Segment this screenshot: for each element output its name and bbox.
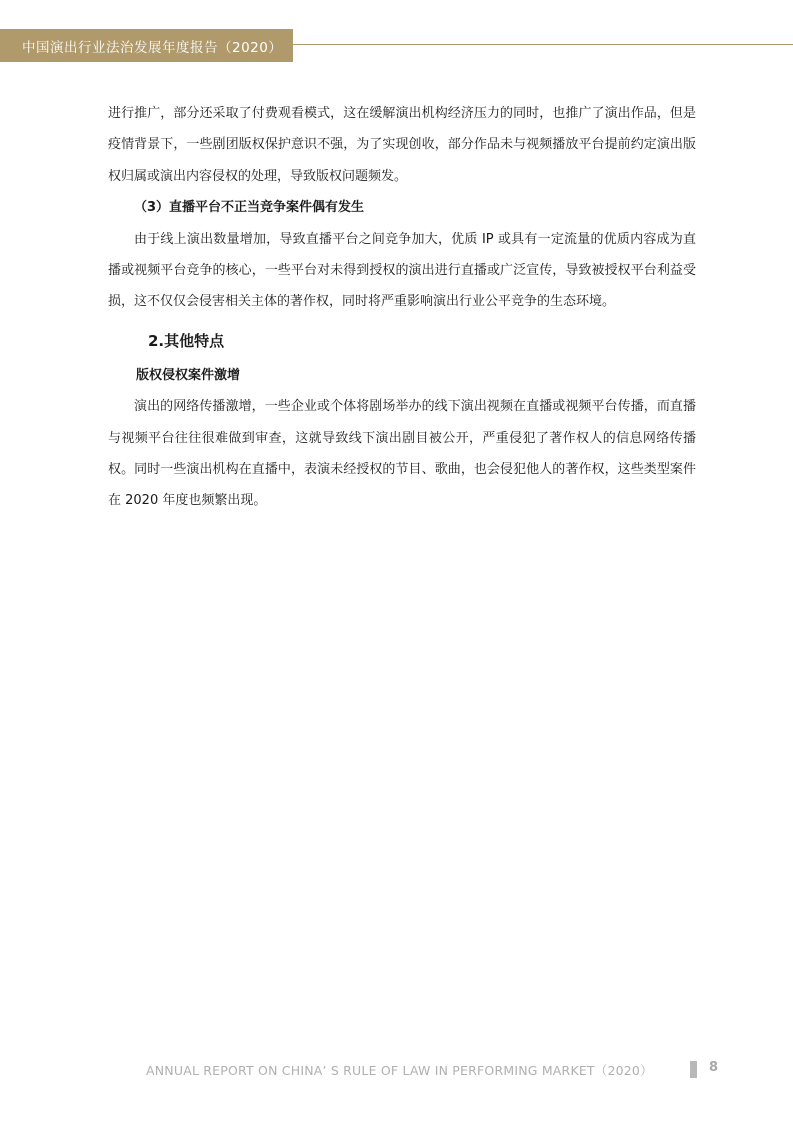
footer-report-title: ANNUAL REPORT ON CHINA’ S RULE OF LAW IN PERFORMING MARKET（2020） (146, 1063, 653, 1078)
header-divider (293, 44, 793, 45)
body-paragraph-1: 进行推广，部分还采取了付费观看模式，这在缓解演出机构经济压力的同时，也推广了演出作品，但是疫情背景下，一些剧团版权保护意识不强，为了实现创收，部分作品未与视频播放平台提前约定演出版权归属或演出内容侵权的处理，导致版权问题频发。 (108, 106, 696, 184)
page-number: 8 (709, 1060, 719, 1075)
body-paragraph-2: 由于线上演出数量增加，导致直播平台之间竞争加大，优质 IP 或具有一定流量的优质内容成为直播或视频平台竞争的核心，一些平台对未得到授权的演出进行直播或广泛宣传，导致被授权平台利益受损，这不仅仅会侵害相关主体的著作权，同时将严重影响演出行业公平竞争的生态环境。 (108, 231, 696, 310)
footer-marker (690, 1061, 697, 1078)
header-title: 中国演出行业法治发展年度报告（2020） (22, 39, 283, 56)
body-paragraph-3: 演出的网络传播激增，一些企业或个体将剧场举办的线下演出视频在直播或视频平台传播，而直播与视频平台往往很难做到审查，这就导致线下演出剧目被公开，严重侵犯了著作权人的信息网络传播权。同时一些演出机构在直播中，表演未经授权的节目、歌曲，也会侵犯他人的著作权，这些类型案件在 2020 年度也频繁出现。 (108, 399, 696, 509)
header-banner (0, 29, 293, 62)
page-body (108, 98, 696, 517)
minor-heading: 版权侵权案件激增 (136, 367, 241, 383)
section-heading: 2.其他特点 (148, 331, 225, 350)
subsection-heading: （3）直播平台不正当竞争案件偶有发生 (134, 200, 365, 216)
